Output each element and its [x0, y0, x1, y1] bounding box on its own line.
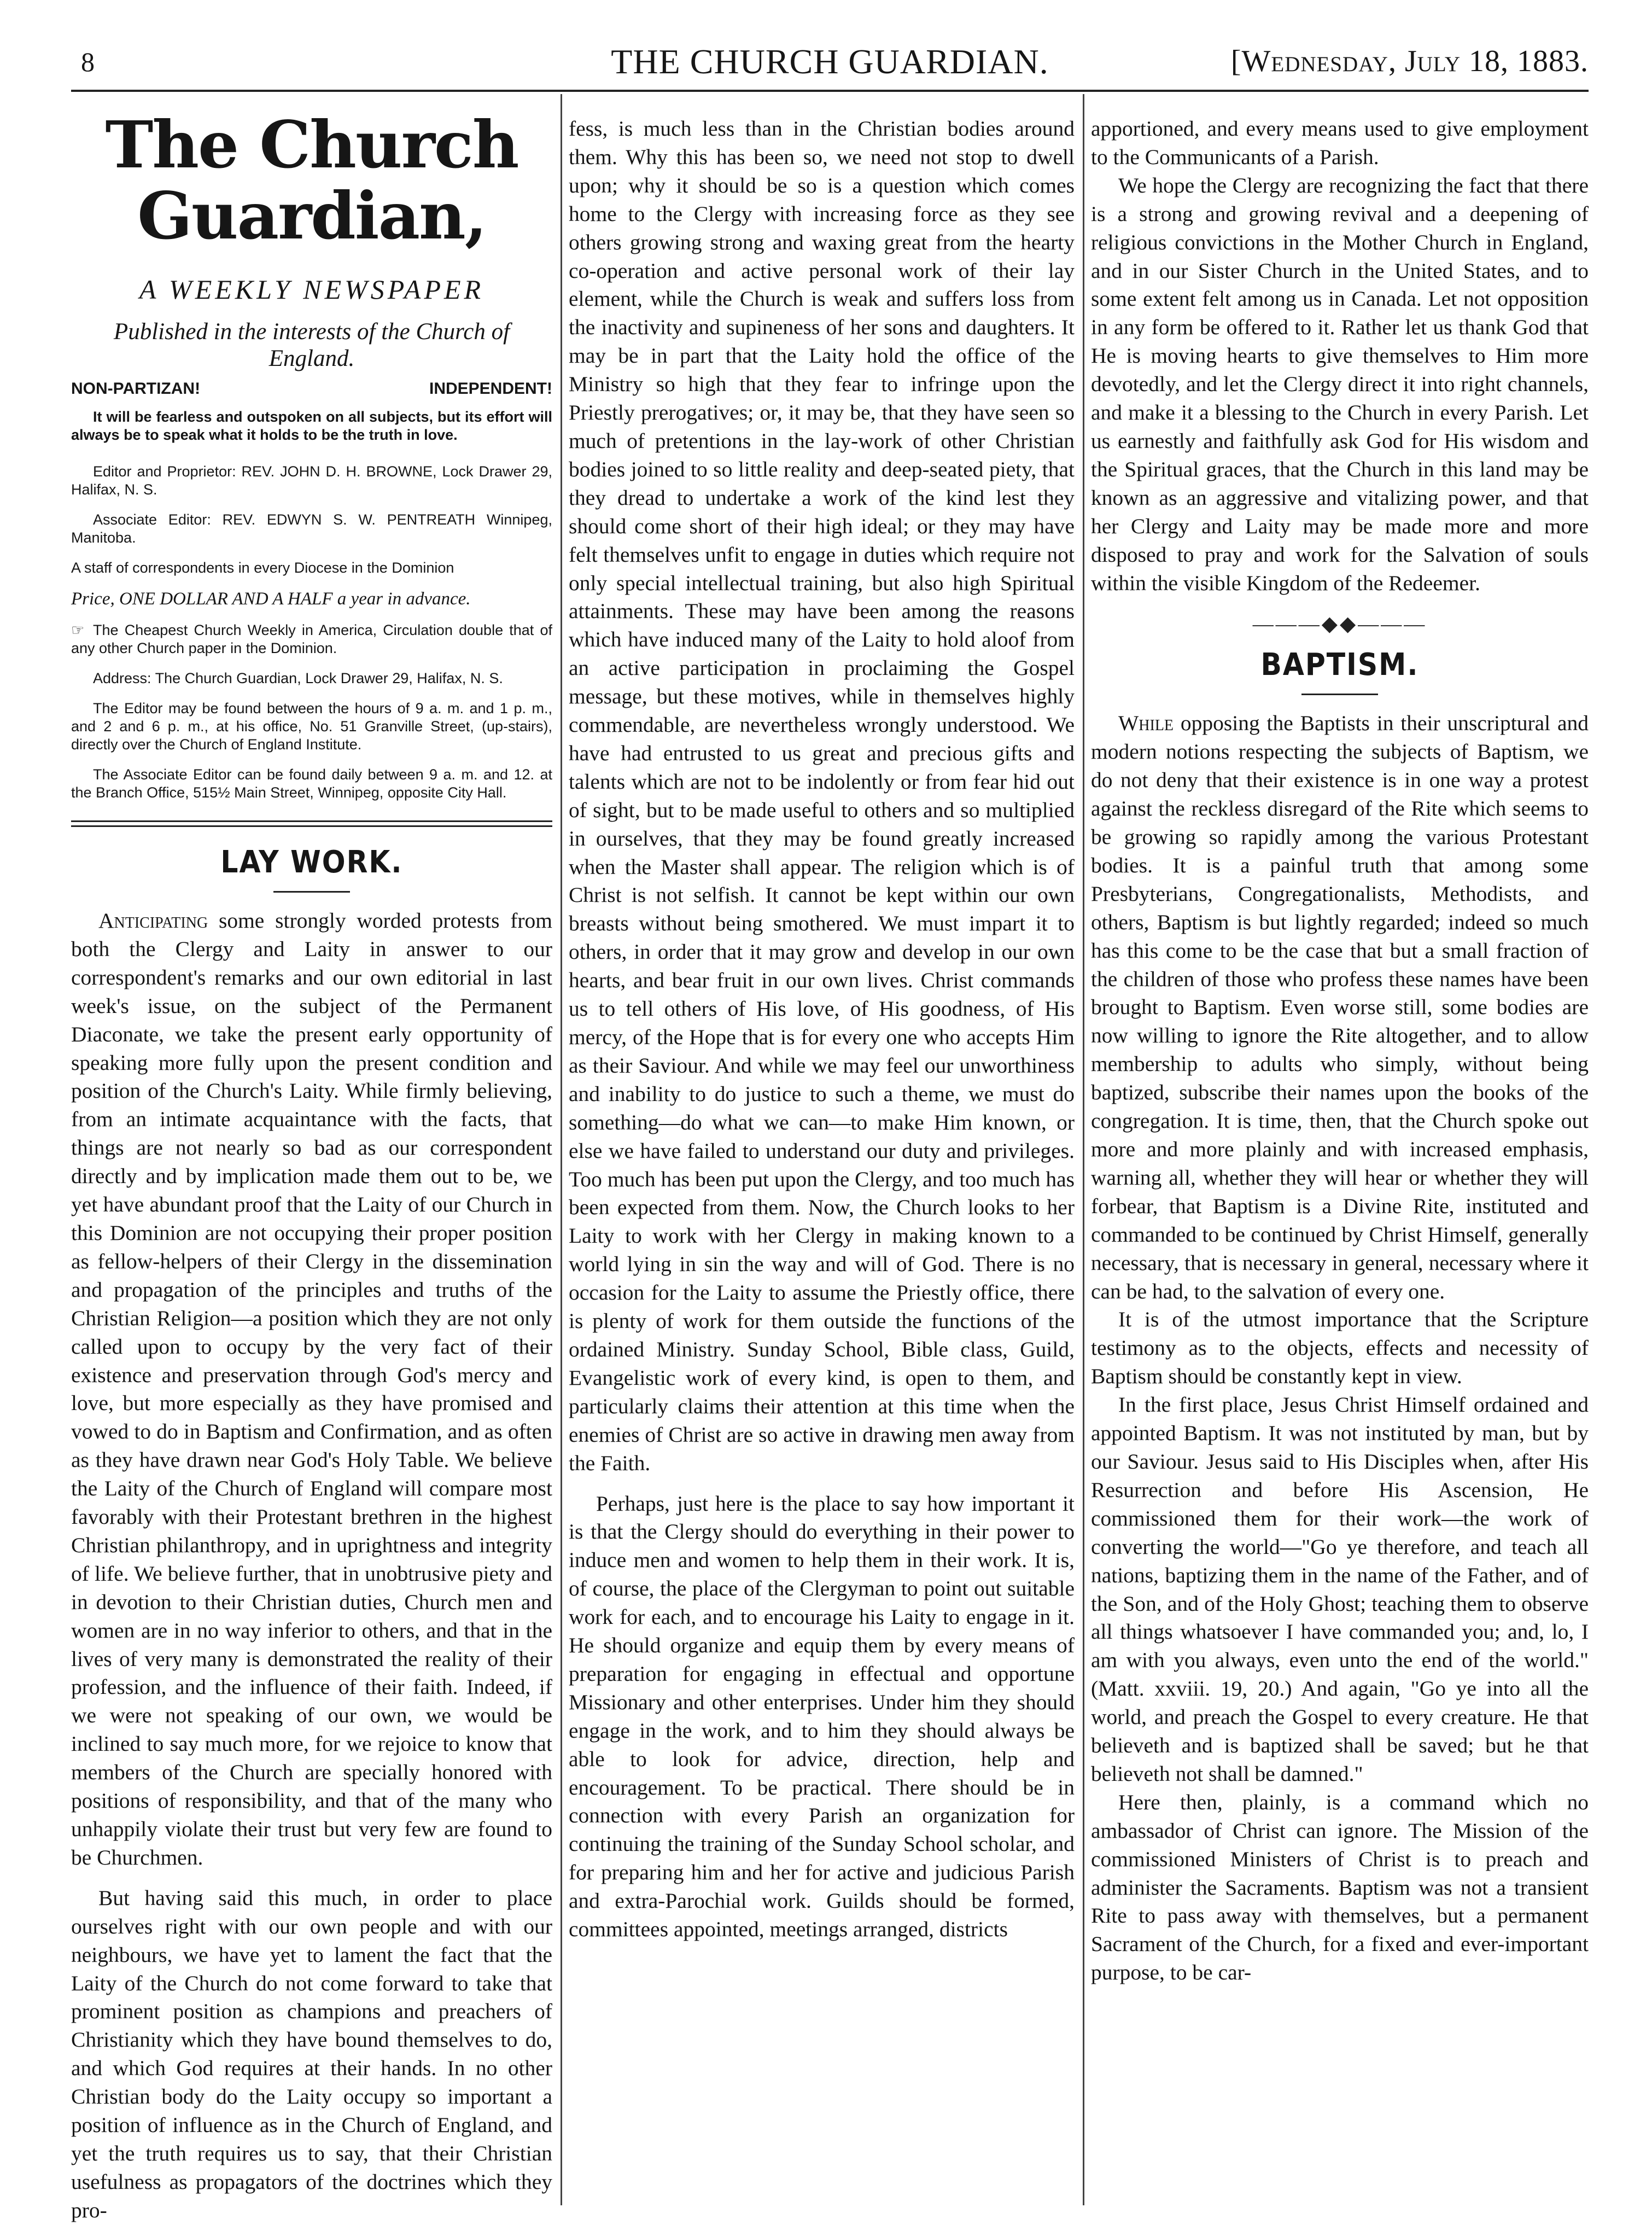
column-rule-1: [561, 94, 562, 2205]
lay-work-dropcap: Anticipating: [98, 908, 208, 933]
baptism-p1-text: opposing the Baptists in their unscriptural and modern notions respecting the subjects of Baptism, we do not deny that their existence is in one way a protest against the reckless disregard of the Rite which seems to be growing so rapidly among the various Protestant bodies. It is a painful truth that among some Presbyterians, Congregationalists, Methodists, and others, Baptism is but lightly regarded; indeed so much has this come to be the case that but a small fraction of the children of those who profess these names have been brought to Baptism. Even worse still, some bodies are now willing to ignore the Rite altogether, and to allow membership to adults who simply, without being baptized, subscribe their names upon the books of the congregation. It is time, then, that the Church spoke out more and more plainly and with increased emphasis, warning all, whether they will hear or whether they will forbear, that Baptism is a Divine Rite, instituted and commanded to be continued by Christ Himself, generally necessary, that is necessary in general, necessary where it can be had, to the salvation of every one.: [1091, 711, 1589, 1303]
baptism-heading: BAPTISM.: [1260, 647, 1419, 683]
masthead-motto: It will be fearless and outspoken on all subjects, but its effort will always be to speak what it holds to be the truth in love.: [71, 409, 552, 443]
lay-work-paragraph-3-cont: apportioned, and every means used to give employment to the Communicants of a Parish.: [1091, 117, 1589, 169]
baptism-paragraph-2: It is of the utmost importance that the Scripture testimony as to the objects, effects and necessity of Baptism should be constantly kept in view.: [1091, 1307, 1589, 1389]
column-3: [1091, 115, 1589, 1987]
baptism-rule: [1301, 694, 1378, 695]
editor-line: Editor and Proprietor: REV. JOHN D. H. BROWNE, Lock Drawer 29, Halifax, N. S.: [71, 463, 552, 498]
column-rule-2: [1083, 94, 1084, 2205]
running-head: [71, 32, 1589, 97]
pointing-hand-icon: ☞: [71, 622, 85, 638]
correspondents-line: A staff of correspondents in every Diocese in the Dominion: [71, 560, 454, 576]
lay-work-rule: [273, 891, 350, 893]
price-line: Price, ONE DOLLAR AND A HALF a year in advance.: [71, 589, 471, 609]
masthead-published: Published in the interests of the Church of England.: [113, 319, 510, 371]
lay-work-heading: LAY WORK.: [220, 844, 403, 880]
associate-editor-line: Associate Editor: REV. EDWYN S. W. PENTREATH Winnipeg, Manitoba.: [71, 511, 552, 546]
masthead-divider: [71, 820, 552, 827]
running-title: THE CHURCH GUARDIAN.: [611, 42, 1049, 81]
masthead-title: The Church Guardian,: [105, 107, 518, 254]
masthead-tagline: A WEEKLY NEWSPAPER: [139, 274, 484, 305]
associate-hours: The Associate Editor can be found daily between 9 a. m. and 12. at the Branch Office, 515½ Main Street, Winnipeg, opposite City Hall.: [71, 766, 552, 801]
lay-work-paragraph-2-cont: fess, is much less than in the Christian bodies around them. Why this has been so, we need not stop to dwell upon; why it should be so is a question which comes home to the Clergy with increasing force as they see others growing strong and waxing great from the hearty co-operation and active personal work of their lay element, while the Church is weak and suffers loss from the inactivity and supineness of her sons and daughters. It may be in part that the Laity hold the office of the Ministry so high that they fear to infringe upon the Priestly prerogatives; or, it may be, that they have seen so much of pretentions in the lay-work of other Christian bodies joined to so little reality and deep-seated piety, that they dread to undertake a work of the kind lest they should come short of their high ideal; or they may have felt themselves unfit to engage in duties which require not only special intellectual training, but also high Spiritual attainments. These may have been among the reasons which have induced many of the Laity to hold aloof from an active participation in proclaiming the Gospel message, but these motives, while in themselves highly commendable, are nevertheless wrongly understood. We have had entrusted to us great and precious gifts and talents which are not to be indolently or from fear hid out of sight, but to be made useful to others and so multiplied in ourselves, that they may be found greatly increased when the Master shall appear. The religion which is of Christ is not selfish. It cannot be kept within our own breasts without being smothered. We must impart it to others, in order that it may grow and develop in our own hearts, and bear fruit in our own lives. Christ commands us to tell others of His love, of His goodness, of His mercy, of the Hope that is for every one who accepts Him as their Saviour. And while we may feel our unworthiness and inability to do justice to such a theme, we must do something—do what we can—to make Him known, or else we have failed to understand our duty and privileges. Too much has been put upon the Clergy, and too much has been expected from them. Now, the Church looks to her Laity to work with her Clergy in making known to a world lying in sin the way and will of God. There is no occasion for the Laity to assume the Priestly office, there is plenty of work for them outside the functions of the ordained Ministry. Sunday School, Bible class, Guild, Evangelistic work of every kind, is open to them, and particularly claims their attention at this time when the enemies of Christ are so active in drawing men away from the Faith.: [569, 117, 1075, 1475]
non-partizan-label: NON-PARTIZAN!: [71, 380, 201, 398]
lay-work-paragraph-1: [71, 907, 552, 1872]
page-number: 8: [81, 46, 95, 77]
lay-work-paragraph-3: Perhaps, just here is the place to say how important it is that the Clergy should do everything in their power to induce men and women to help them in their work. It is, of course, the place of the Clergyman to point out suitable work for each, and to encourage his Laity to engage in it. He should organize and equip them by every means of preparation for engaging in effectual and opportune Missionary and other enterprises. Under him they should engage in the work, and to him they should always be able to look for advice, direction, help and encouragement. To be practical. There should be in connection with every Parish an organization for continuing the training of the Sunday School scholar, and for preparing him and her for active and judicious Parish and extra-Parochial work. Guilds should be formed, committees appointed, meetings arranged, districts: [569, 1491, 1075, 1942]
baptism-paragraph-3: In the first place, Jesus Christ Himself ordained and appointed Baptism. It was not instituted by man, but by our Saviour. Jesus said to His Disciples when, after His Resurrection and before His Ascension, He commissioned them for their work—the work of converting the world—"Go ye therefore, and teach all nations, baptizing them in the name of the Father, and of the Son, and of the Holy Ghost; teaching them to observe all things whatsoever I have commanded you; and, lo, I am with you always, even unto the end of the world." (Matt. xxviii. 19, 20.) And again, "Go ye into all the world, and preach the Gospel to every creature. He that believeth and is baptized shall be saved; but he that believeth not shall be damned.": [1091, 1393, 1589, 1786]
baptism-paragraph-1: [1091, 709, 1589, 1306]
issue-date: [Wednesday, July 18, 1883.: [1230, 44, 1589, 78]
baptism-paragraph-4: Here then, plainly, is a command which no ambassador of Christ can ignore. The Mission of the commissioned Ministers of Christ is to preach and administer the Sacraments. Baptism was not a transient Rite to pass away with themselves, but a permanent Sacrament of the Church, for a fixed and ever-important purpose, to be car-: [1091, 1790, 1589, 1985]
cheapest-text: The Cheapest Church Weekly in America, Circulation double that of any other Church paper in the Dominion.: [71, 622, 552, 656]
masthead-slogans: [71, 380, 552, 398]
cheapest-line: [71, 621, 552, 657]
lay-work-p1-text: some strongly worded protests from both the Clergy and Laity in answer to our correspondent's remarks and our own editorial in last week's issue, on the subject of the Permanent Diaconate, we take the present early opportunity of speaking more fully upon the present condition and position of the Church's Laity. While firmly believing, from an intimate acquaintance with the facts, that things are not nearly so bad as our correspondent directly and by implication made them out to be, we yet have abundant proof that the Laity of our Church in this Dominion are not occupying their proper position as fellow-helpers of their Clergy in the dissemination and propagation of the principles and truths of the Christian Religion—a position which they are not only called upon to occupy by the very fact of their existence and preservation through God's mercy and love, but more especially as they have promised and vowed to do in Baptism and Confirmation, and as often as they have drawn near God's Holy Table. We believe the Laity of the Church of England will compare most favorably with their Protestant brethren in the highest Christian philanthropy, and in uprightness and integrity of life. We believe further, that in unobtrusive piety and in devotion to their Christian duties, Church men and women are in no way inferior to others, and that in the lives of very many is demonstrated the reality of their profession, and the influence of their faith. Indeed, if we were not speaking of our own, we would be inclined to say much more, for we rejoice to know that members of the Church are specially honored with positions of responsibility, and that of the many who unhappily violate their trust but very few are found to be Churchmen.: [71, 908, 553, 1869]
column-1: [71, 109, 552, 2225]
lay-work-paragraph-2: But having said this much, in order to place ourselves right with our own people and with our neighbours, we have yet to lament the fact that the Laity of the Church do not come forward to take that prominent position as champions and preachers of Christianity which they have bound themselves to do, and which God requires at their hands. In no other Christian body do the Laity occupy so important a position of influence as in the Church of England, and yet the truth requires us to say, that their Christian usefulness as propagators of the doctrines which they pro-: [71, 1885, 552, 2222]
editor-hours: The Editor may be found between the hours of 9 a. m. and 1 p. m., and 2 and 6 p. m., at his office, No. 51 Granville Street, (up-stairs), directly over the Church of England Institute.: [71, 700, 552, 753]
section-ornament: ———◆◆———: [1252, 613, 1427, 636]
column-2: [569, 115, 1075, 1944]
lay-work-paragraph-4: We hope the Clergy are recognizing the fact that there is a strong and growing revival and a deepening of religious convictions in the Mother Church in England, and in our Sister Church in the United States, and to some extent felt among us in Canada. Let not opposition in any form be offered to it. Rather let us thank God that He is moving hearts to give themselves to Him more devotedly, and let the Clergy direct it into right channels, and make it a blessing to the Church in every Parish. Let us earnestly and faithfully ask God for His wisdom and the Spiritual graces, that the Church in this land may be known as an aggressive and vitalizing power, and that her Clergy and Laity may be made more and more disposed to pray and work for the Salvation of souls within the visible Kingdom of the Redeemer.: [1091, 173, 1589, 595]
masthead: [71, 109, 552, 802]
masthead-info: [71, 408, 552, 802]
independent-label: INDEPENDENT!: [429, 380, 552, 398]
address-line: Address: The Church Guardian, Lock Drawer 29, Halifax, N. S.: [93, 670, 503, 686]
baptism-dropcap: While: [1118, 711, 1174, 736]
head-rule: [71, 90, 1589, 92]
